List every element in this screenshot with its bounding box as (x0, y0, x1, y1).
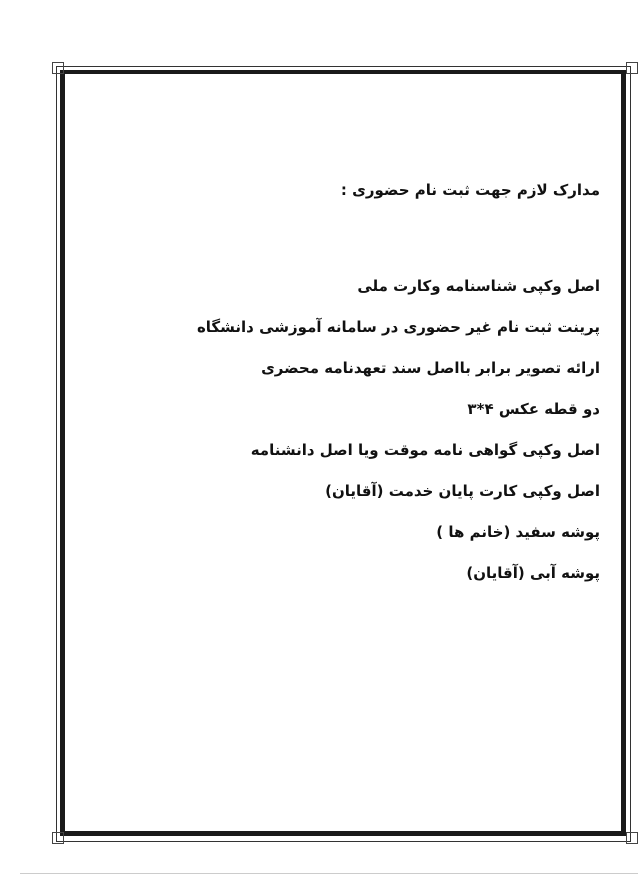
document-title: مدارک لازم جهت ثبت نام حضوری : (340, 181, 600, 199)
document-body (80, 178, 600, 602)
requirement-item: دو قطه عکس ۴*۳ (467, 400, 600, 418)
requirement-item: پوشه آبی (آقایان) (466, 564, 600, 582)
requirement-item: اصل وکپی کارت پایان خدمت (آقایان) (325, 482, 600, 500)
corner-ornament-bottom-left (52, 832, 64, 844)
requirement-item: اصل وکپی گواهی نامه موقت ویا اصل دانشنامه (250, 441, 600, 459)
corner-ornament-bottom-right (626, 832, 638, 844)
requirement-item: پوشه سفید (خانم ها ) (436, 523, 600, 541)
scan-edge-line (20, 873, 638, 874)
requirements-list (80, 274, 600, 602)
requirement-item: اصل وکپی شناسنامه وکارت ملی (357, 277, 600, 295)
corner-ornament-top-left (52, 62, 64, 74)
requirement-item: ارائه تصویر برابر بااصل سند تعهدنامه محضری (261, 359, 600, 377)
requirement-item: پرینت ثبت نام غیر حضوری در سامانه آموزشی دانشگاه (196, 318, 600, 336)
corner-ornament-top-right (626, 62, 638, 74)
